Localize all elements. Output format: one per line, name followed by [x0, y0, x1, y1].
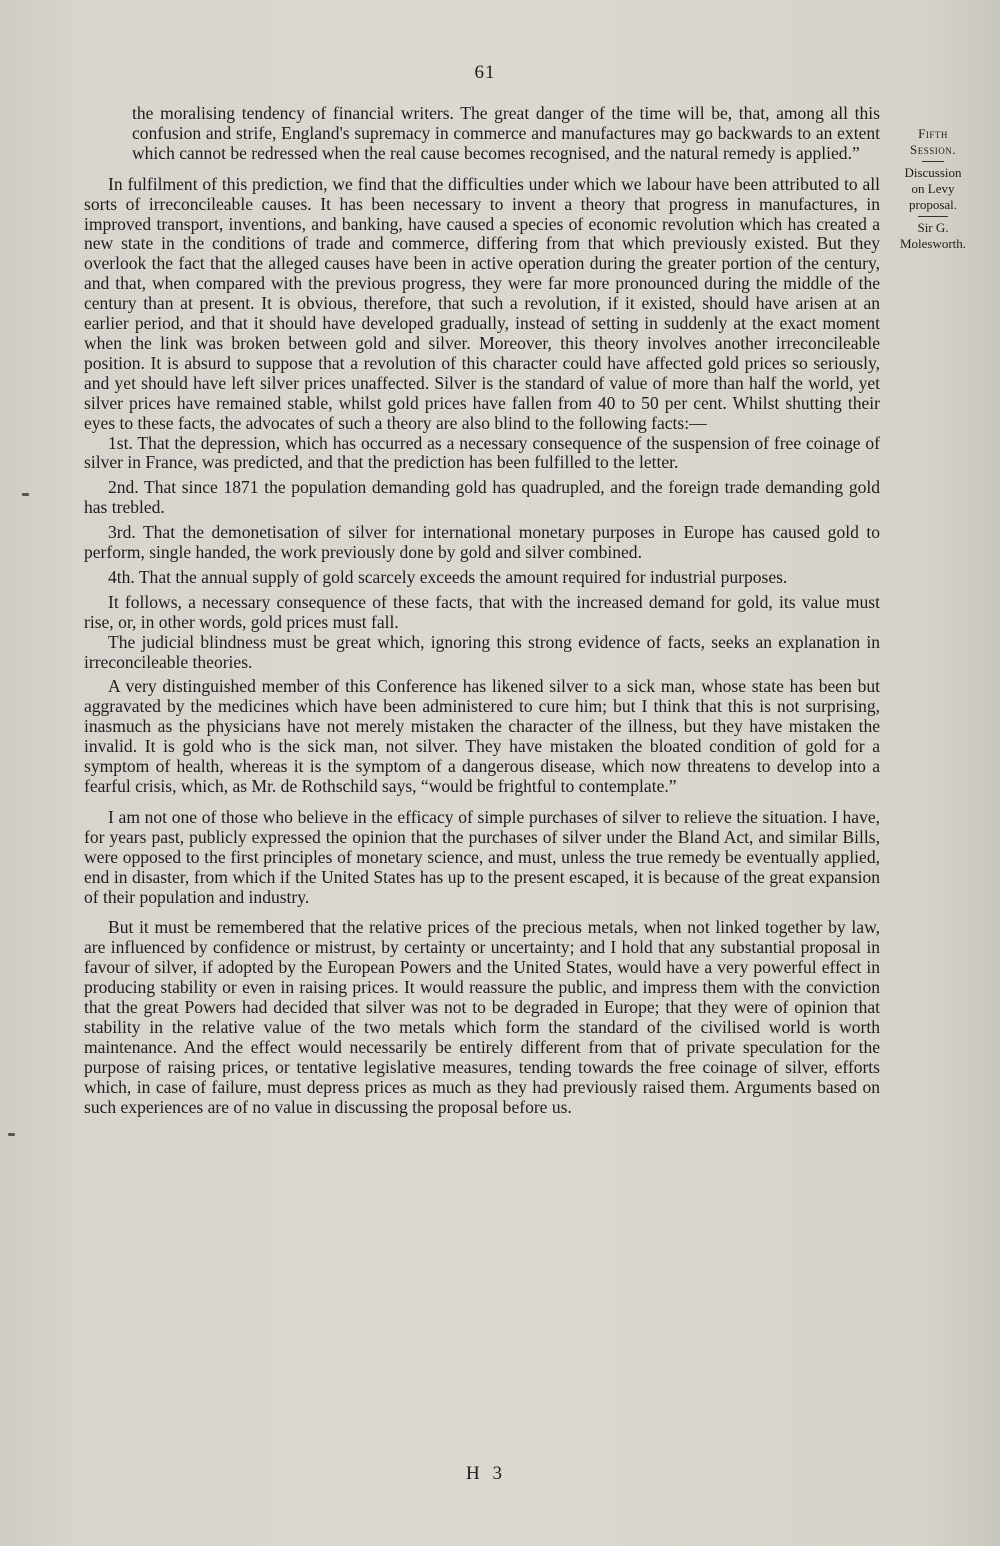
body-text — [84, 104, 880, 1118]
page-number: 61 — [474, 62, 496, 83]
paragraph: The judicial blindness must be great which, ignoring this strong evidence of facts, seeks an explanation in irreconcileable theories. — [84, 631, 880, 672]
margin-notes — [893, 126, 973, 252]
list-item: 4th. That the annual supply of gold scarcely exceeds the amount required for industrial purposes. — [108, 566, 788, 587]
session-label: Fifth — [918, 126, 948, 141]
signature-mark: H 3 — [466, 1463, 506, 1484]
topic-label: Discussion — [904, 165, 962, 180]
paragraph: It follows, a necessary consequence of these facts, that with the increased demand for gold, its value must rise, or, in other words, gold prices must fall. — [84, 591, 880, 632]
topic-label-line2: on Levy — [911, 181, 955, 196]
paragraph: I am not one of those who believe in the efficacy of simple purchases of silver to relieve the situation. I have, for years past, publicly expressed the opinion that the purchases of silver under the Bland Act, and similar Bills, were opposed to the first principles of monetary science, and must, unless the true remedy be eventually applied, end in disaster, from which if the United States has up to the present escaped, it is because of the great expansion of their population and industry. — [84, 806, 880, 907]
binding-mark — [8, 1133, 15, 1136]
list-item: 1st. That the depression, which has occurred as a necessary consequence of the suspension of free coinage of silver in France, was predicted, and that the prediction has been fulfilled to the letter. — [84, 432, 880, 473]
divider — [918, 216, 948, 217]
paragraph: But it must be remembered that the relative prices of the precious metals, when not linked together by law, are influenced by confidence or mistrust, by certainty or uncertainty; and I hold that any substantial proposal in favour of silver, if adopted by the European Powers and the United States, would have a very powerful effect in producing stability or even in raising prices. It would reassure the public, and impress them with the conviction that the great Powers had decided that silver was not to be degraded in Europe; that they were of opinion that stability in the relative value of the two metals which form the standard of the civilised world is worth maintenance. And the effect would necessarily be entirely different from that of private speculation for the purpose of raising prices, or tentative legislative measures, tending towards the free coinage of silver, efforts which, in case of failure, must depress prices as much as they had previously raised them. Arguments based on such experiences are of no value in discussing the proposal before us. — [84, 917, 880, 1117]
speaker-label-line2: Molesworth. — [899, 236, 967, 251]
binding-mark — [22, 493, 29, 496]
paragraph: A very distinguished member of this Conference has likened silver to a sick man, whose state has been but aggravated by the medicines which have been administered to cure him; but I think that this is not surprising, inasmuch as the physicians have not merely mistaken the character of the illness, but they have mistaken the invalid. It is gold who is the sick man, not silver. They have mistaken the bloated condition of gold for a symptom of health, whereas it is the symptom of a dangerous disease, which now threatens to develop into a fearful crisis, which, as Mr. de Rothschild says, “would be frightful to contemplate.” — [84, 676, 880, 796]
paragraph: In fulfilment of this prediction, we find that the difficulties under which we labour have been attributed to all sorts of irreconcileable causes. It has been necessary to invent a theory that progress in manufactures, in improved transport, inventions, and banking, have caused a species of economic revolution which has created a new state in the conditions of trade and commerce, differing from that which previously existed. But they overlook the fact that the alleged causes have been in active operation during the greater portion of the century, and that, when compared with the previous progress, they were far more pronounced during the middle of the century than at present. It is obvious, therefore, that such a revolution, if it existed, should have arisen at an earlier period, and that it should have developed gradually, instead of setting in suddenly at the exact moment when the link was broken between gold and silver. Moreover, this theory involves another irreconcileable position. It is absurd to suppose that a revolution of this character could have affected gold prices so seriously, and yet should have left silver prices unaffected. Silver is the standard of value of more than half the world, yet silver prices have remained stable, whilst gold prices have fallen from 40 to 50 per cent. Whilst shutting their eyes to these facts, the advocates of such a theory are also blind to the following facts:— — [84, 173, 880, 433]
list-item: 2nd. That since 1871 the population demanding gold has quadrupled, and the foreign trade demanding gold has trebled. — [84, 477, 880, 518]
paragraph: the moralising tendency of financial writers. The great danger of the time will be, that, among all this confusion and strife, England's supremacy in commerce and manufactures may go backwards to an extent which cannot be redressed when the real cause becomes recognised, and the natural remedy is applied.” — [132, 103, 880, 163]
session-label-line2: Session. — [910, 142, 956, 157]
list-item: 3rd. That the demonetisation of silver for international monetary purposes in Europe has caused gold to perform, single handed, the work previously done by gold and silver combined. — [84, 522, 880, 563]
speaker-label: Sir G. — [917, 220, 949, 235]
topic-label-line3: proposal. — [908, 197, 958, 212]
divider — [922, 161, 944, 162]
